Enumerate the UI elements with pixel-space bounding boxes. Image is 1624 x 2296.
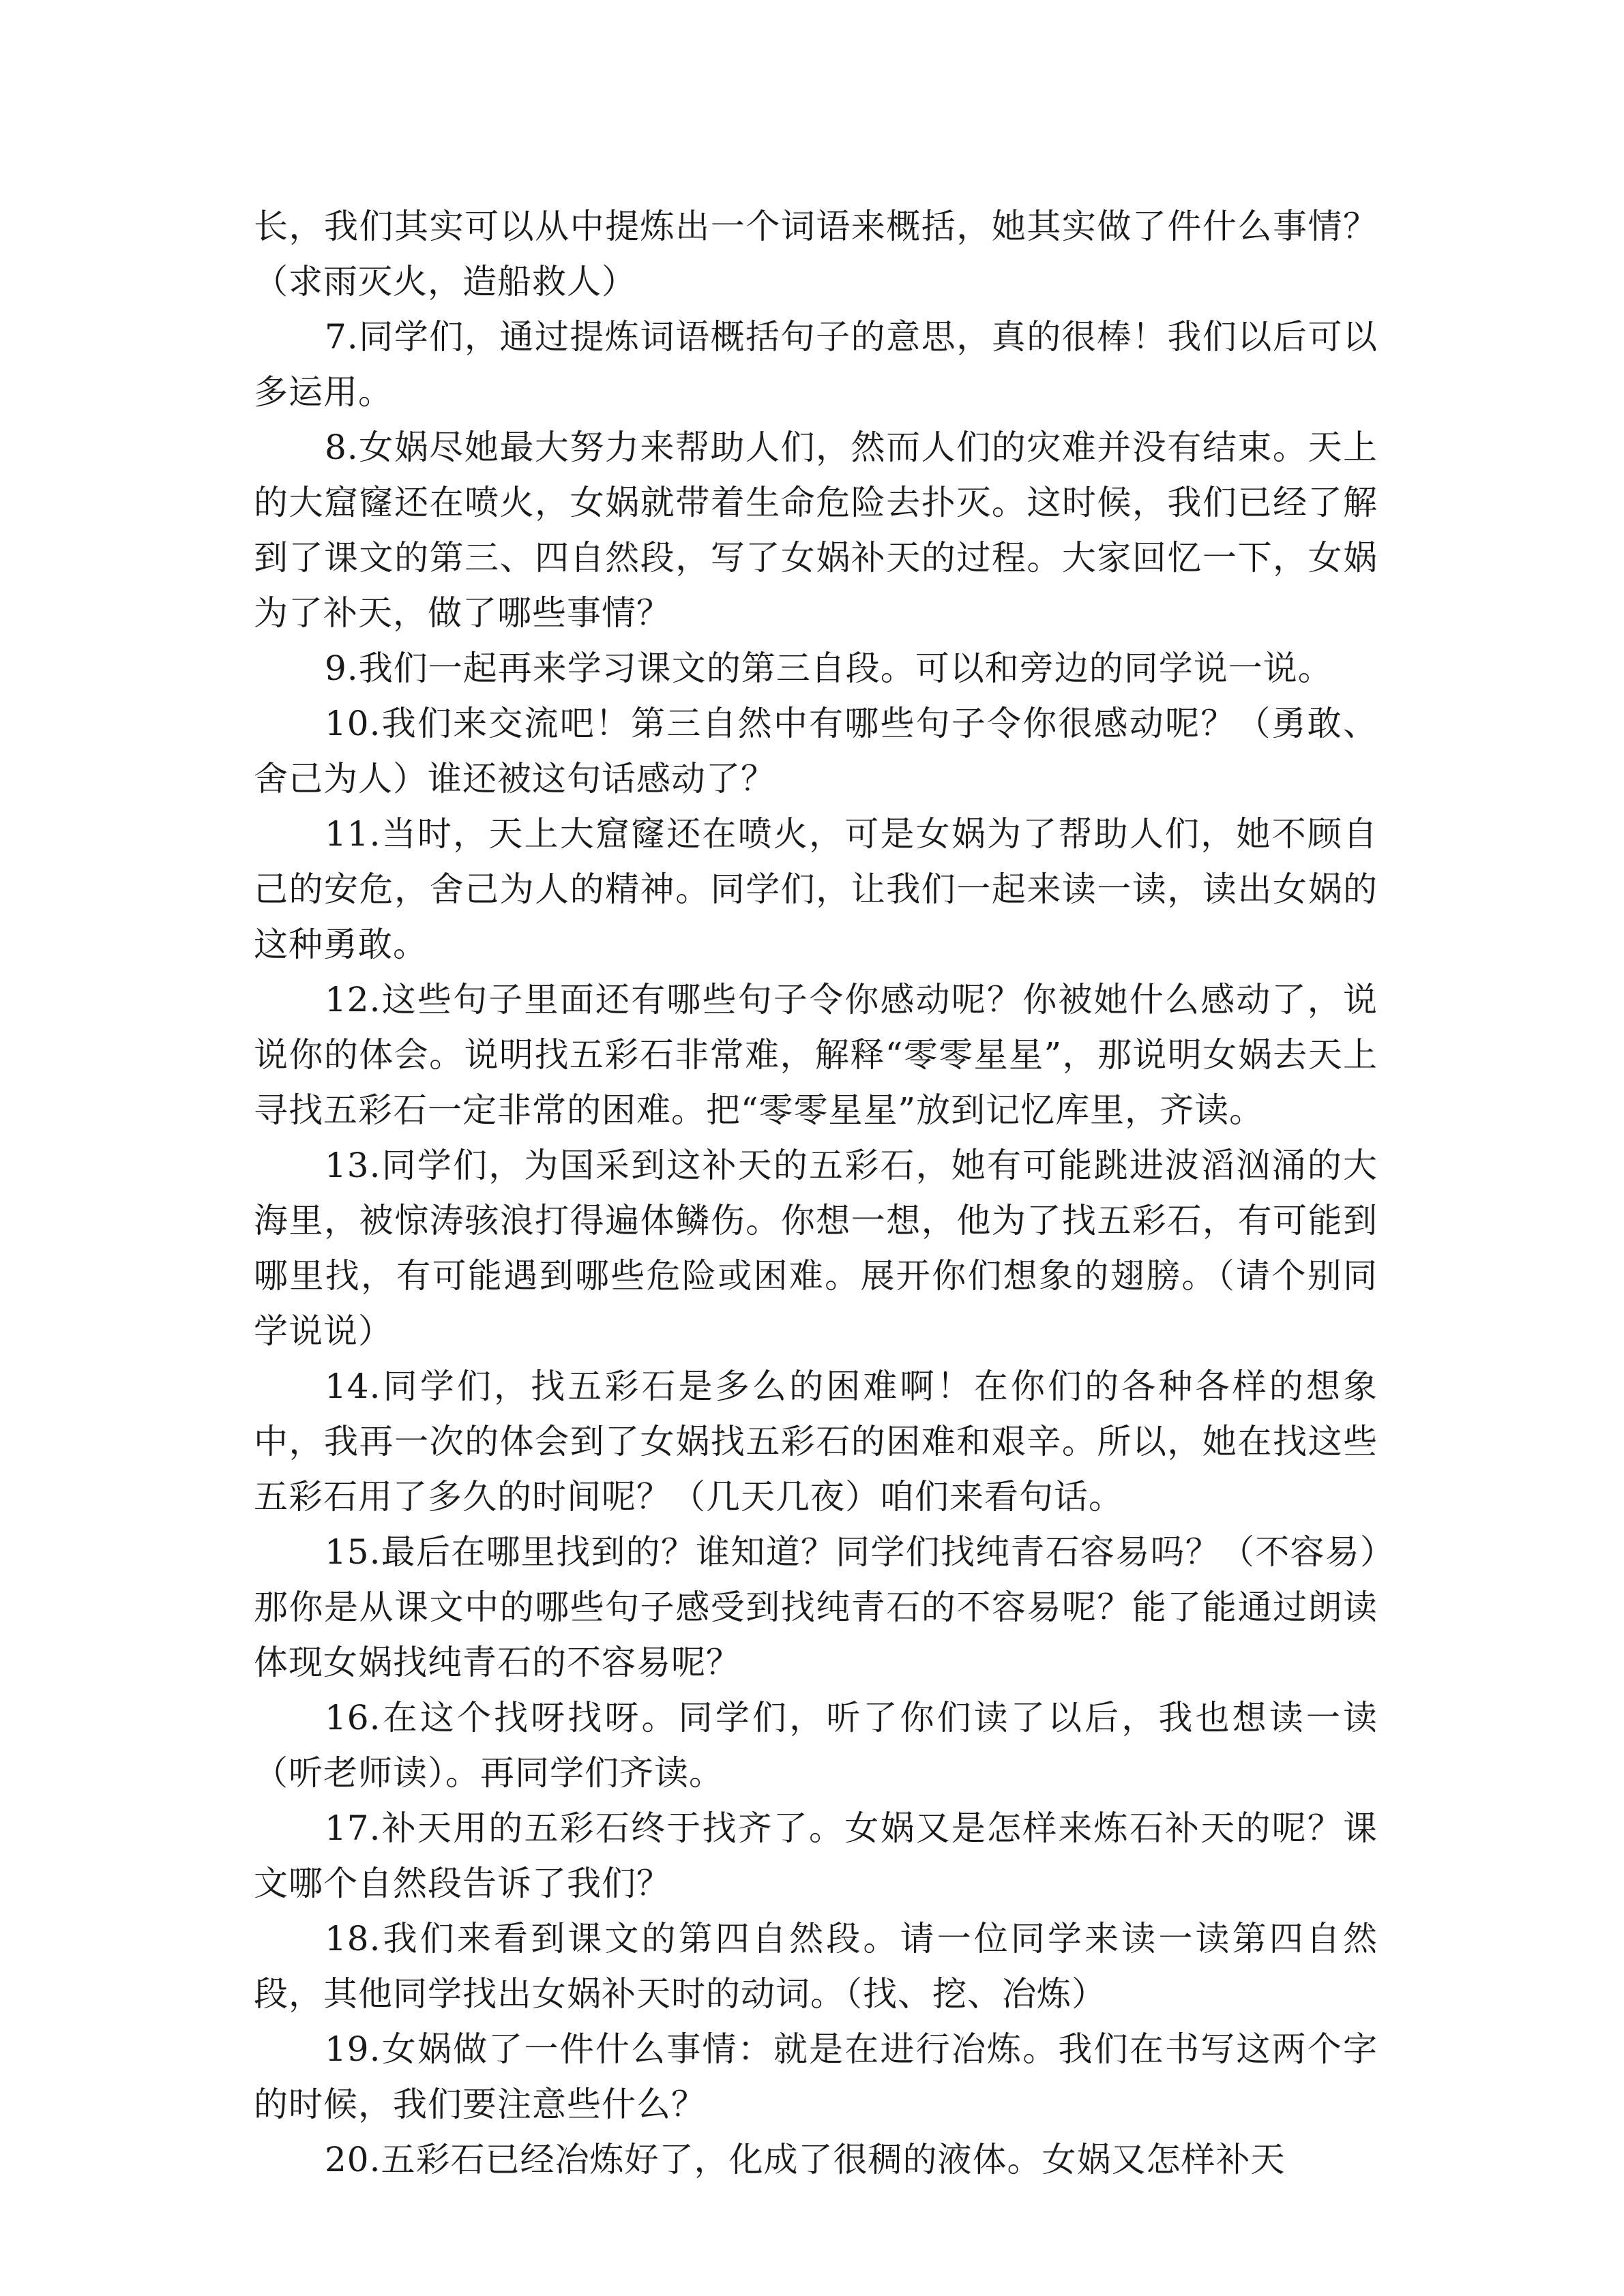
- paragraph-17: 17.补天用的五彩石终于找齐了。女娲又是怎样来炼石补天的呢？课文哪个自然段告诉了我们？: [254, 1808, 1378, 1903]
- paragraph-19: 19.女娲做了一件什么事情：就是在进行冶炼。我们在书写这两个字的时候，我们要注意些什么？: [254, 2029, 1378, 2124]
- paragraph-18: 18.我们来看到课文的第四自然段。请一位同学来读一读第四自然段，其他同学找出女娲补天时的动词。（找、挖、冶炼）: [254, 1919, 1378, 2014]
- paragraph-8: 8.女娲尽她最大努力来帮助人们，然而人们的灾难并没有结束。天上的大窟窿还在喷火，女娲就带着生命危险去扑灭。这时候，我们已经了解到了课文的第三、四自然段，写了女娲补天的过程。大家回忆一下，女娲为了补天，做了哪些事情？: [254, 428, 1378, 633]
- document-body: [254, 199, 1378, 2188]
- paragraph-continuation: 长，我们其实可以从中提炼出一个词语来概括，她其实做了件什么事情？（求雨灭火，造船救人）: [254, 207, 1378, 301]
- paragraph-15: 15.最后在哪里找到的？谁知道？同学们找纯青石容易吗？（不容易）那你是从课文中的哪些句子感受到找纯青石的不容易呢？能了能通过朗读体现女娲找纯青石的不容易呢？: [254, 1532, 1378, 1682]
- paragraph-12: 12.这些句子里面还有哪些句子令你感动呢？你被她什么感动了，说说你的体会。说明找五彩石非常难，解释“零零星星”，那说明女娲去天上寻找五彩石一定非常的困难。把“零零星星”放到记忆库里，齐读。: [254, 980, 1378, 1130]
- paragraph-13: 13.同学们，为国采到这补天的五彩石，她有可能跳进波滔汹涌的大海里，被惊涛骇浪打得遍体鳞伤。你想一想，他为了找五彩石，有可能到哪里找，有可能遇到哪些危险或困难。展开你们想象的翅膀。（请个别同学说说）: [254, 1146, 1378, 1351]
- paragraph-7: 7.同学们，通过提炼词语概括句子的意思，真的很棒！我们以后可以多运用。: [254, 317, 1378, 412]
- paragraph-11: 11.当时，天上大窟窿还在喷火，可是女娲为了帮助人们，她不顾自己的安危，舍己为人的精神。同学们，让我们一起来读一读，读出女娲的这种勇敢。: [254, 814, 1378, 964]
- paragraph-20: 20.五彩石已经冶炼好了，化成了很稠的液体。女娲又怎样补天: [325, 2140, 1286, 2179]
- paragraph-9: 9.我们一起再来学习课文的第三自段。可以和旁边的同学说一说。: [325, 648, 1333, 688]
- paragraph-14: 14.同学们，找五彩石是多么的困难啊！在你们的各种各样的想象中，我再一次的体会到了女娲找五彩石的困难和艰辛。所以，她在找这些五彩石用了多久的时间呢？（几天几夜）咱们来看句话。: [254, 1367, 1378, 1517]
- paragraph-16: 16.在这个找呀找呀。同学们，听了你们读了以后，我也想读一读（听老师读）。再同学们齐读。: [254, 1698, 1378, 1793]
- paragraph-10: 10.我们来交流吧！第三自然中有哪些句子令你很感动呢？（勇敢、舍己为人）谁还被这句话感动了？: [254, 704, 1378, 799]
